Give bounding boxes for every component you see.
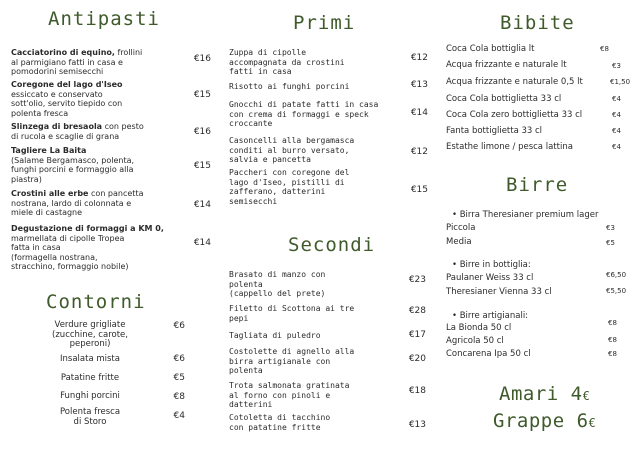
antipasto-1: Cacciatorino di equino, frollini al parmigiano fatti in casa e pomodorini semisecchi [11,48,143,76]
antipasto-1-price: €16 [193,54,211,64]
bibita-2-price: €3 [612,62,621,70]
bibita-5: Coca Cola zero bottiglietta 33 cl [446,110,583,120]
birra-media-price: €5 [606,239,615,247]
bibite-title: Bibite [500,12,575,34]
bibita-6-price: €4 [612,127,621,135]
secondo-4-price: €20 [408,354,426,364]
contorno-2: Insalata mista [60,354,120,364]
secondo-6-price: €13 [408,420,426,430]
contorno-5: Polenta fresca di Storo [59,407,121,427]
birra-agricola: Agricola 50 cl [446,336,504,346]
bibita-7: Estathe limone / pesca lattina [446,142,573,152]
contorno-1-price: €6 [173,321,185,331]
secondo-2-price: €28 [408,306,426,316]
primo-4: Casoncelli alla bergamasca conditi al burro versato, salvia e pancetta [229,136,355,164]
contorno-4-price: €8 [173,392,185,402]
amari-price: Amari 4€ [499,383,591,405]
primo-3-price: €14 [410,108,428,118]
primo-1-price: €12 [410,53,428,63]
primo-2: Risotto ai funghi porcini [229,82,350,91]
antipasto-5-price: €14 [193,200,211,210]
antipasto-3: Slinzega di bresaola con pesto di rucola e scaglie di grana [11,122,144,141]
contorno-3-price: €5 [173,373,185,383]
bibita-6: Fanta bottiglietta 33 cl [446,126,543,136]
birra-bionda-price: €8 [608,319,617,327]
antipasto-4: Tagliere La Baita (Salame Bergamasco, polenta, funghi porcini e formaggio alla piastra) [11,146,135,184]
antipasto-3-price: €16 [193,127,211,137]
secondo-4: Costolette di agnello alla birra artigianale con polenta [229,347,355,375]
birra-concarena: Concarena Ipa 50 cl [446,349,531,359]
contorno-4: Funghi porcini [60,391,120,401]
birra-paulaner-price: €6,50 [606,271,627,279]
bibita-5-price: €4 [612,111,621,119]
primo-2-price: €13 [410,80,428,90]
secondo-3: Tagliata di puledro [229,331,321,340]
bibita-3-price: €1,50 [610,78,631,86]
contorno-3: Patatine fritte [60,373,120,383]
primo-3: Gnocchi di patate fatti in casa con crema di formaggi e speck croccante [229,100,379,128]
birre-group-artigianali-label: • Birre artigianali: [452,311,529,321]
birre-title: Birre [506,174,569,196]
bibita-7-price: €4 [612,143,621,151]
birra-paulaner: Paulaner Weiss 33 cl [446,273,534,283]
bibita-4: Coca Cola bottiglietta 33 cl [446,94,562,104]
antipasto-2-price: €15 [193,90,211,100]
bibita-2: Acqua frizzante e naturale lt [446,60,567,70]
birra-concarena-price: €8 [608,350,617,358]
secondo-1: Brasato di manzo con polenta (cappello del prete) [229,270,326,298]
contorni-title: Contorni [46,291,146,313]
bibita-1-price: €8 [600,45,609,53]
antipasto-5: Crostini alle erbe con pancetta nostrana, lardo di colonnata e miele di castagne [11,189,144,217]
birra-bionda: La Bionda 50 cl [446,323,512,333]
birra-media: Media [446,237,472,247]
antipasto-6-price: €14 [193,238,211,248]
birre-group-bottiglia-label: • Birre in bottiglia: [452,260,531,270]
grappe-price: Grappe 6€ [493,410,597,432]
birra-agricola-price: €8 [608,336,617,344]
birra-theresianer-price: €5,50 [606,287,627,295]
secondo-1-price: €23 [408,275,426,285]
antipasti-title: Antipasti [48,8,160,30]
primo-4-price: €12 [410,147,428,157]
antipasto-6: Degustazione di formaggi a KM 0, marmellata di cipolle Tropea fatta in casa (formagella nostrana, stracchino, formaggio nobile) [11,224,164,271]
primi-title: Primi [293,12,356,34]
contorno-5-price: €4 [173,411,185,421]
contorno-2-price: €6 [173,354,185,364]
primo-5-price: €15 [410,185,428,195]
bibita-1: Coca Cola bottiglia lt [446,44,535,54]
birra-piccola: Piccola [446,223,476,233]
birra-piccola-price: €3 [606,224,615,232]
antipasto-2: Coregone del lago d'Iseo essiccato e conservato sott'olio, servito tiepido con polenta fresca [11,80,123,118]
antipasto-4-price: €15 [193,161,211,171]
secondo-5: Trota salmonata gratinata al forno con pinoli e datterini [229,381,350,409]
primo-5: Paccheri con coregone del lago d'Iseo, pistilli di zafferano, datterini semisecchi [229,168,350,206]
secondo-3-price: €17 [408,330,426,340]
secondi-title: Secondi [288,234,376,256]
bibita-4-price: €4 [612,95,621,103]
birre-group-lager-label: • Birra Theresianer premium lager [452,210,599,220]
secondo-5-price: €18 [408,386,426,396]
bibita-3: Acqua frizzante e naturale 0,5 lt [446,77,583,87]
birra-theresianer: Theresianer Vienna 33 cl [446,287,552,297]
secondo-6: Cotoletta di tacchino con patatine fritte [229,413,331,432]
contorno-1: Verdure grigliate (zucchine, carote, peperoni) [52,320,128,349]
secondo-2: Filetto di Scottona ai tre pepi [229,304,355,323]
primo-1: Zuppa di cipolle accompagnata da crostini fatti in casa [229,48,345,76]
